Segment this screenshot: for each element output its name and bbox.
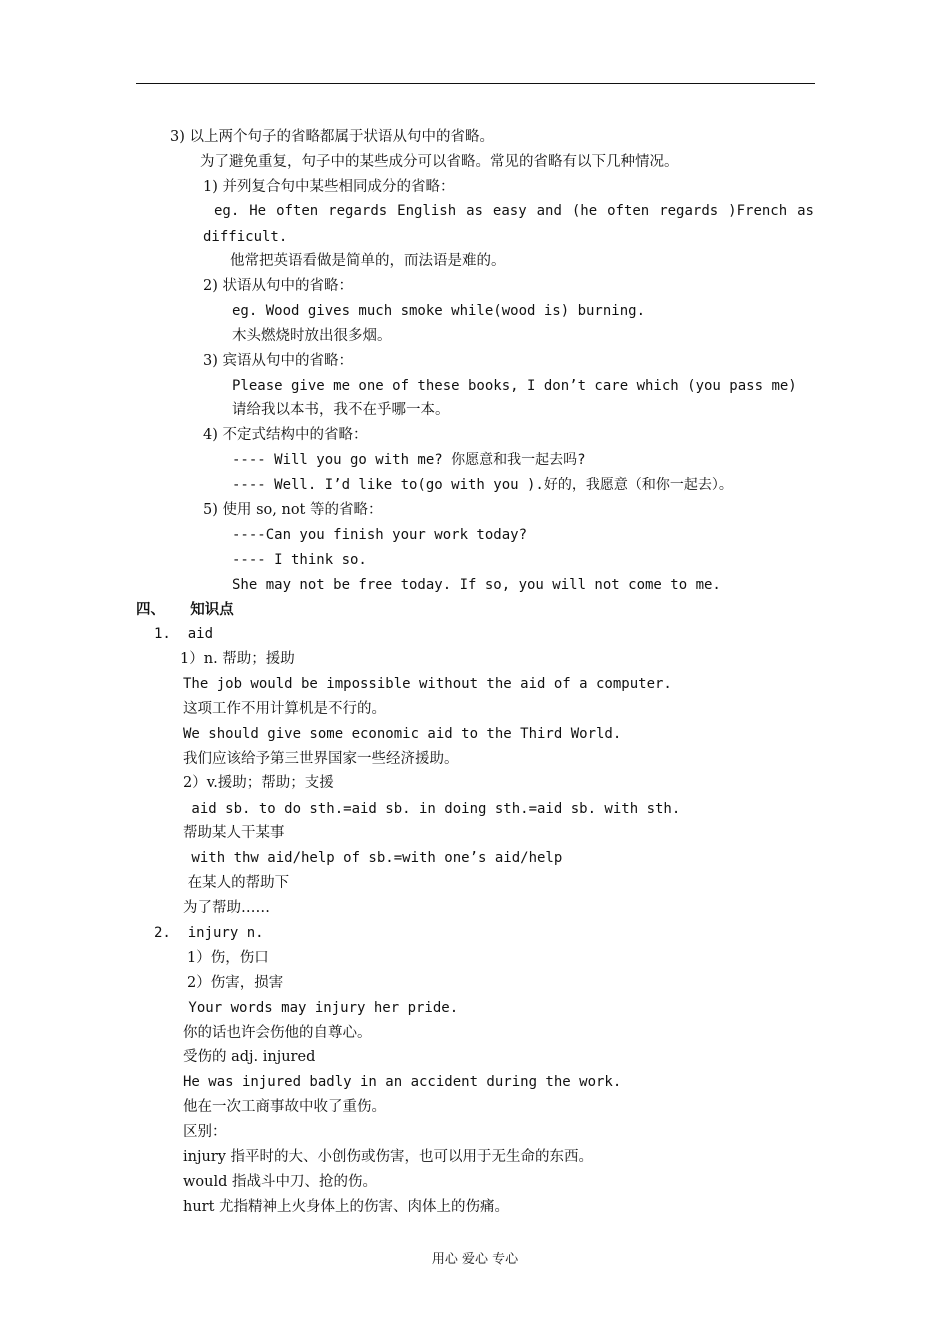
text-line: eg. Wood gives much smoke while(wood is) burning. (232, 303, 646, 319)
text-line: ---- Will you go with me? 你愿意和我一起去吗? (232, 452, 586, 468)
text-line: 这项工作不用计算机是不行的。 (183, 701, 386, 717)
text-line: 2) 状语从句中的省略： (203, 278, 353, 294)
text-line: 为了避免重复，句子中的某些成分可以省略。常见的省略有以下几种情况。 (200, 154, 679, 170)
text-line: eg. He often regards English as easy and (he often regards )French as (214, 203, 814, 219)
text-line: would 指战斗中刀、抢的伤。 (183, 1174, 378, 1190)
text-line: 1. aid (154, 626, 214, 642)
text-line: 你的话也许会伤他的自尊心。 (183, 1025, 372, 1041)
text-line: Please give me one of these books, I don’t care which (you pass me) (232, 378, 797, 394)
text-line: 2）v.援助；帮助；支援 (183, 775, 334, 791)
text-line: hurt 尤指精神上火身体上的伤害、肉体上的伤痛。 (183, 1199, 510, 1215)
header-rule (136, 83, 815, 84)
text-line: We should give some economic aid to the Third World. (183, 726, 622, 742)
text-line: 1）伤，伤口 (187, 950, 269, 966)
text-line: 1) 并列复合句中某些相同成分的省略： (203, 179, 455, 195)
text-line: ----Can you finish your work today? (232, 527, 528, 543)
text-line: 我们应该给予第三世界国家一些经济援助。 (183, 751, 459, 767)
text-line: 5) 使用 so, not 等的省略： (203, 502, 383, 518)
text-line: ---- Well. I’d like to(go with you ).好的，我愿意（和你一起去）。 (232, 477, 733, 493)
text-line: 4) 不定式结构中的省略： (203, 427, 368, 443)
text-line: The job would be impossible without the aid of a computer. (183, 676, 672, 692)
text-line: 2. injury n. (154, 925, 264, 941)
page-footer: 用心 爱心 专心 (431, 1252, 519, 1267)
text-line: 3) 宾语从句中的省略： (203, 353, 353, 369)
text-line: difficult. (203, 229, 288, 245)
text-line: 3) 以上两个句子的省略都属于状语从句中的省略。 (170, 129, 494, 145)
text-line: Your words may injury her pride. (180, 1000, 459, 1016)
text-line: She may not be free today. If so, you will not come to me. (232, 577, 721, 593)
text-line: aid sb. to do sth.=aid sb. in doing sth.=aid sb. with sth. (183, 801, 681, 817)
text-line: ---- I think so. (232, 552, 367, 568)
text-line: 他常把英语看做是简单的，而法语是难的。 (230, 253, 506, 269)
text-line: 2）伤害，损害 (187, 975, 284, 991)
text-line: 帮助某人干某事 (183, 825, 285, 841)
text-line: injury 指平时的大、小创伤或伤害，也可以用于无生命的东西。 (183, 1149, 594, 1165)
text-line: 木头燃烧时放出很多烟。 (232, 328, 392, 344)
text-line: 1）n. 帮助；援助 (180, 651, 295, 667)
text-line: 区别： (183, 1124, 227, 1140)
text-line: He was injured badly in an accident during the work. (183, 1074, 622, 1090)
text-line: 请给我以本书，我不在乎哪一本。 (232, 402, 450, 418)
section-heading: 四、 知识点 (136, 602, 234, 618)
text-line: 他在一次工商事故中收了重伤。 (183, 1099, 386, 1115)
text-line: with thw aid/help of sb.=with one’s aid/help (183, 850, 563, 866)
text-line: 在某人的帮助下 (183, 875, 290, 891)
text-line: 受伤的 adj. injured (183, 1049, 316, 1065)
text-line: 为了帮助…… (183, 900, 270, 916)
